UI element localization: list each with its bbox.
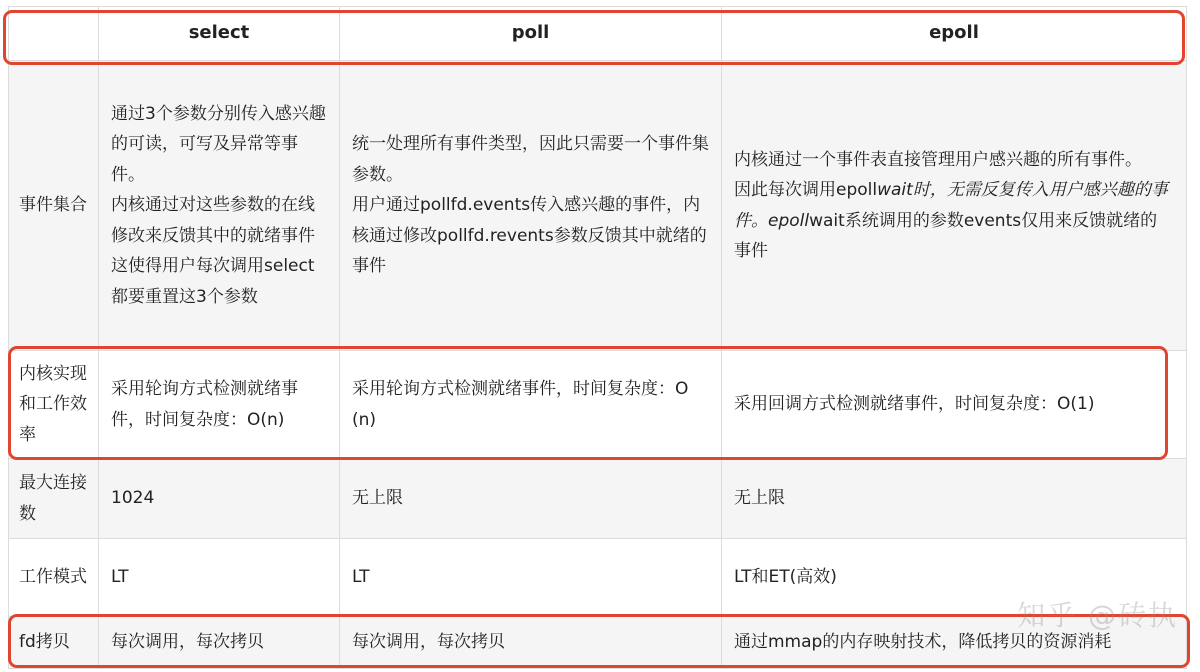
- cell-poll-kernel-efficiency: 采用轮询方式检测就绪事件，时间复杂度：O(n): [340, 351, 722, 459]
- cell-epoll-fd-copy: 通过mmap的内存映射技术，降低拷贝的资源消耗: [722, 617, 1187, 669]
- cell-epoll-max-connections: 无上限: [722, 459, 1187, 539]
- row-label-kernel-efficiency: 内核实现和工作效率: [9, 351, 99, 459]
- header-row: [9, 7, 1187, 61]
- header-select: select: [99, 7, 340, 61]
- cell-text: 这使得用户每次调用select都要重置这3个参数: [111, 256, 315, 307]
- cell-text: 通过3个参数分别传入感兴趣的可读，可写及异常等事件。: [111, 103, 326, 185]
- cell-epoll-work-mode: LT和ET(高效): [722, 539, 1187, 617]
- cell-select-kernel-efficiency: 采用轮询方式检测就绪事件，时间复杂度：O(n): [99, 351, 340, 459]
- table-row-event-set: [9, 61, 1187, 351]
- table-row-fd-copy: [9, 617, 1187, 669]
- cell-epoll-event-set: [722, 61, 1187, 351]
- row-label-work-mode: 工作模式: [9, 539, 99, 617]
- table-row-work-mode: [9, 539, 1187, 617]
- cell-poll-fd-copy: 每次调用，每次拷贝: [340, 617, 722, 669]
- cell-text: 统一处理所有事件类型，因此只需要一个事件集参数。: [352, 134, 709, 185]
- italic-run: wait时，无需反复传入用户感兴趣的事件。epoll: [734, 180, 1168, 231]
- cell-poll-max-connections: 无上限: [340, 459, 722, 539]
- cell-select-max-connections: 1024: [99, 459, 340, 539]
- cell-poll-work-mode: LT: [340, 539, 722, 617]
- header-empty: [9, 7, 99, 61]
- cell-select-event-set: [99, 61, 340, 351]
- cell-poll-event-set: [340, 61, 722, 351]
- cell-text: 用户通过pollfd.events传入感兴趣的事件，内核通过修改pollfd.revents参数反馈其中就绪的事件: [352, 195, 707, 277]
- row-label-max-connections: 最大连接数: [9, 459, 99, 539]
- text-run: wait系统调用的参数events仅用来反馈就绪的事件: [734, 210, 1158, 261]
- table-row-kernel-efficiency: [9, 351, 1187, 459]
- row-label-event-set: 事件集合: [9, 61, 99, 351]
- header-poll: poll: [340, 7, 722, 61]
- cell-select-fd-copy: 每次调用，每次拷贝: [99, 617, 340, 669]
- watermark: 知乎 @砖执: [1017, 599, 1178, 632]
- cell-text: 内核通过一个事件表直接管理用户感兴趣的所有事件。: [734, 149, 1142, 170]
- cell-text: [734, 175, 1174, 267]
- row-label-fd-copy: fd拷贝: [9, 617, 99, 669]
- cell-epoll-kernel-efficiency: 采用回调方式检测就绪事件，时间复杂度：O(1): [722, 351, 1187, 459]
- cell-text: 内核通过对这些参数的在线修改来反馈其中的就绪事件: [111, 195, 315, 246]
- header-epoll: epoll: [722, 7, 1187, 61]
- cell-select-work-mode: LT: [99, 539, 340, 617]
- table-row-max-connections: [9, 459, 1187, 539]
- text-run: 因此每次调用epoll: [734, 180, 878, 200]
- comparison-table: [8, 6, 1187, 669]
